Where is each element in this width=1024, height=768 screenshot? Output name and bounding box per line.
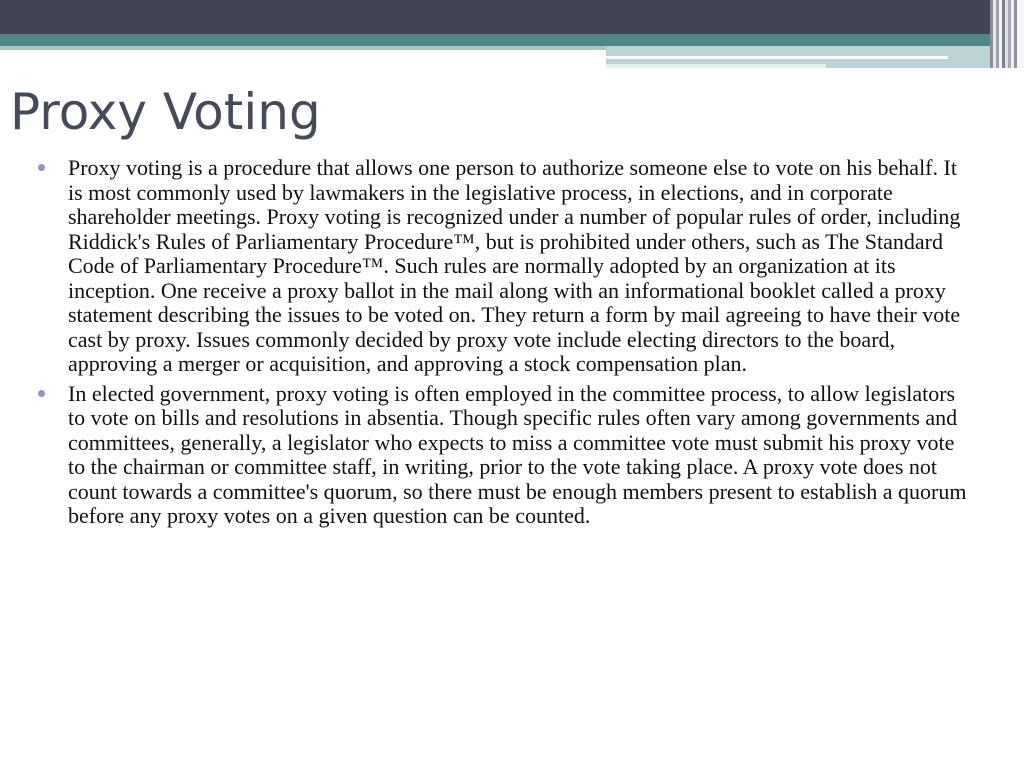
bullet-list: [30, 156, 970, 534]
bullet-text: Proxy voting is a procedure that allows one person to authorize someone else to vote on his behalf. It is most commonly used by lawmakers in the legislative process, in elections, and in corporate shareholder meetings. Proxy voting is recognized under a number of popular rules of order, including Riddick's Rules of Parliamentary Procedure™, but is prohibited under others, such as The Standard Code of Parliamentary Procedure™. Such rules are normally adopted by an organization at its inception. One receive a proxy ballot in the mail along with an informational booklet called a proxy statement describing the issues to be voted on. They return a form by mail agreeing to have their vote cast by proxy. Issues commonly decided by proxy vote include electing directors to the board, approving a merger or acquisition, and approving a stock compensation plan.: [68, 155, 961, 376]
bullet-item: [30, 382, 970, 529]
header-light-band: [0, 46, 606, 50]
bullet-dot-icon: [38, 164, 45, 171]
header-vertical-stripes: [990, 0, 1024, 68]
header-teal-band: [0, 34, 1024, 46]
bullet-item: [30, 156, 970, 377]
bullet-dot-icon: [38, 390, 45, 397]
header-accent-line: [606, 64, 826, 68]
bullet-text: In elected government, proxy voting is often employed in the committee process, to allow legislators to vote on bills and resolutions in absentia. Though specific rules often vary among governments and committees, generally, a legislator who expects to miss a committee vote must submit his proxy vote to the chairman or committee staff, in writing, prior to the vote taking place. A proxy vote does not count towards a committee's quorum, so there must be enough members present to establish a quorum before any proxy votes on a given question can be counted.: [68, 380, 967, 528]
header-dark-band: [0, 0, 1024, 34]
header-accent-line: [606, 56, 948, 59]
slide-title: Proxy Voting: [10, 83, 321, 141]
